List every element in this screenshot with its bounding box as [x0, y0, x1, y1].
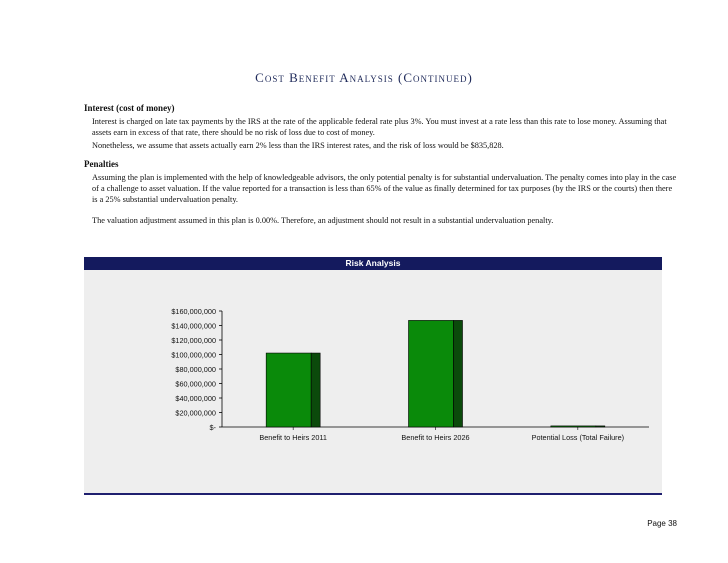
paragraph-penalties-1: Assuming the plan is implemented with the help of knowledgeable advisors, the only potential penalty is for substantial undervaluation. The penalty comes into play in the case of a challenge to asset valuation. If the value reported for a transaction is less than 65% of the value as finally determined for tax purposes (by the IRS or the courts) then there is a 25% substantial undervaluation penalty.	[92, 173, 677, 204]
section-heading-interest: Interest (cost of money)	[84, 103, 175, 113]
bar	[409, 320, 454, 427]
y-tick-label: $40,000,000	[175, 394, 216, 403]
y-tick-label: $120,000,000	[171, 336, 216, 345]
x-tick-label: Benefit to Heirs 2011	[259, 433, 327, 442]
section-heading-penalties: Penalties	[84, 159, 119, 169]
bar-side	[596, 426, 605, 427]
x-tick-label: Benefit to Heirs 2026	[401, 433, 470, 442]
y-tick-label: $160,000,000	[171, 307, 216, 316]
page-title: Cost Benefit Analysis (Continued)	[255, 70, 473, 85]
y-tick-label: $-	[209, 423, 216, 432]
paragraph-interest-2: Nonetheless, we assume that assets actually earn 2% less than the IRS interest rates, and the risk of loss would be $835,828.	[92, 141, 504, 150]
y-tick-label: $60,000,000	[175, 379, 216, 389]
y-tick-label: $20,000,000	[175, 408, 216, 418]
paragraph-penalties-2: The valuation adjustment assumed in this plan is 0.00%. Therefore, an adjustment should not result in a substantial undervaluation penalty.	[92, 216, 554, 225]
bar	[551, 426, 596, 427]
x-tick-label: Potential Loss (Total Failure)	[531, 433, 625, 442]
y-tick-label: $100,000,000	[171, 350, 216, 360]
bar-side	[454, 320, 463, 427]
bar	[266, 353, 311, 427]
paragraph-interest-1: Interest is charged on late tax payments by the IRS at the rate of the applicable federal rate plus 3%. You must invest at a rate less than this rate to lose money. Assuming that assets earn in excess of that rate, there should be no risk of loss due to cost of money.	[92, 117, 667, 137]
y-tick-label: $140,000,000	[171, 321, 216, 331]
page-number: Page 38	[647, 519, 677, 528]
y-tick-label: $80,000,000	[175, 365, 216, 374]
risk-analysis-chart	[84, 257, 662, 495]
chart-title: Risk Analysis	[84, 257, 662, 270]
chart-plot	[84, 257, 662, 491]
bar-side	[311, 353, 320, 427]
